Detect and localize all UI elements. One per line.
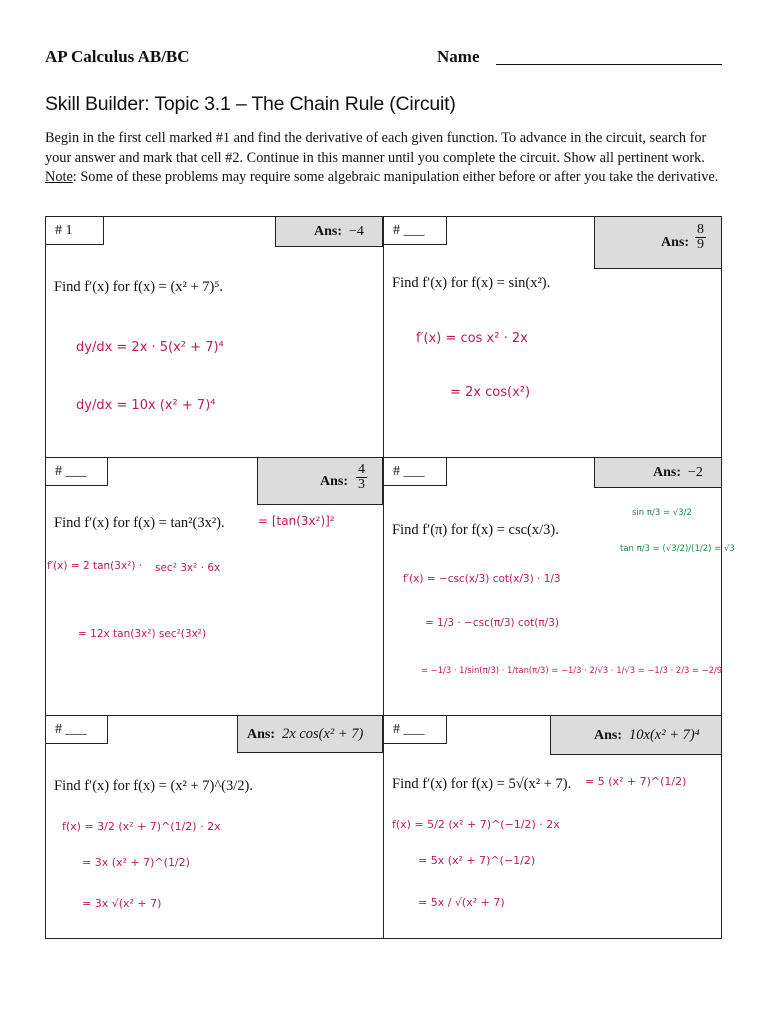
instructions-note: Note: [45, 169, 73, 186]
work-line: = 12x tan(3x²) sec²(3x²): [78, 628, 207, 640]
side-note: sin π/3 = √3/2: [632, 508, 692, 518]
work-line: f(x) = 5/2 (x² + 7)^(−1/2) · 2x: [392, 818, 560, 831]
answer-box: [237, 715, 383, 753]
cell-number: # ___: [383, 216, 447, 245]
answer-denominator: 3: [358, 477, 365, 492]
work-line: = 1/3 · −csc(π/3) cot(π/3): [425, 617, 559, 629]
cell-number: # ___: [45, 715, 108, 744]
instructions-text-1: Begin in the first cell marked #1 and find the derivative of each given function. To advance in the circuit, search for your answer and mark that cell #2. Continue in this manner until you complete the circuit. Show all pertinent work.: [45, 130, 707, 166]
answer-fraction: [356, 463, 367, 492]
answer-numerator: 4: [358, 462, 365, 477]
work-line: dy/dx = 10x (x² + 7)⁴: [76, 398, 216, 413]
answer-numerator: 8: [697, 222, 704, 237]
work-line: = 5x / √(x² + 7): [418, 896, 505, 909]
work-line: f′(x) = cos x² · 2x: [416, 331, 528, 346]
work-line: = 5x (x² + 7)^(−1/2): [418, 854, 536, 867]
work-line: = 2x cos(x²): [450, 385, 531, 400]
problem-text: Find f′(x) for f(x) = tan²(3x²).: [54, 515, 225, 531]
work-line: = −1/3 · 1/sin(π/3) · 1/tan(π/3) = −1/3 · 2/√3 · 1/√3 = −1/3 · 2/3 = −2/9: [421, 665, 723, 675]
answer-label: Ans:: [314, 224, 343, 239]
answer-label: Ans:: [594, 728, 623, 743]
answer-label: Ans:: [661, 235, 690, 250]
answer-box: [275, 216, 383, 247]
answer-value: 2x cos(x² + 7): [282, 726, 364, 742]
course-title: AP Calculus AB/BC: [45, 47, 190, 66]
problem-text: Find f′(x) for f(x) = 5√(x² + 7).: [392, 776, 572, 792]
instructions: [45, 129, 725, 188]
answer-value: −2: [688, 465, 703, 480]
instructions-text-2: : Some of these problems may require some algebraic manipulation either before or after you take the derivative.: [72, 169, 719, 186]
page-title: Skill Builder: Topic 3.1 – The Chain Rule (Circuit): [45, 93, 456, 115]
name-label: Name: [437, 47, 480, 66]
cell-number: # 1: [45, 216, 104, 245]
answer-box: [550, 715, 722, 755]
answer-label: Ans:: [653, 465, 682, 480]
work-line: dy/dx = 2x · 5(x² + 7)⁴: [76, 340, 224, 355]
answer-value: 10x(x² + 7)⁴: [629, 727, 700, 743]
work-line: = 3x (x² + 7)^(1/2): [82, 856, 190, 869]
problem-text: Find f′(π) for f(x) = csc(x/3).: [392, 522, 559, 538]
grid-divider-vertical: [383, 216, 384, 939]
work-line: f(x) = 3/2 (x² + 7)^(1/2) · 2x: [62, 820, 221, 833]
cell-number: # ___: [383, 715, 447, 744]
side-note: tan π/3 = (√3/2)/(1/2) = √3: [620, 544, 735, 554]
answer-label: Ans:: [320, 474, 349, 489]
answer-value: −4: [349, 224, 364, 239]
work-line: f′(x) = 2 tan(3x²) ·: [47, 560, 143, 572]
work-line: = [tan(3x²)]²: [258, 514, 335, 528]
answer-denominator: 9: [697, 237, 704, 252]
work-line: sec² 3x² · 6x: [155, 562, 221, 574]
problem-text: Find f′(x) for f(x) = (x² + 7)^(3/2).: [54, 778, 253, 794]
answer-box: [257, 457, 383, 505]
answer-label: Ans:: [247, 727, 276, 742]
work-line: f′(x) = −csc(x/3) cot(x/3) · 1/3: [403, 573, 561, 585]
cell-number: # ___: [383, 457, 447, 486]
problem-text: Find f′(x) for f(x) = (x² + 7)⁵.: [54, 279, 224, 295]
name-line[interactable]: [496, 64, 722, 65]
answer-box: [594, 216, 722, 269]
answer-fraction: [695, 223, 706, 252]
problem-text: Find f′(x) for f(x) = sin(x²).: [392, 275, 551, 291]
work-line: = 3x √(x² + 7): [82, 897, 162, 910]
work-line: = 5 (x² + 7)^(1/2): [585, 775, 687, 788]
answer-box: [594, 457, 722, 488]
cell-number: # ___: [45, 457, 108, 486]
